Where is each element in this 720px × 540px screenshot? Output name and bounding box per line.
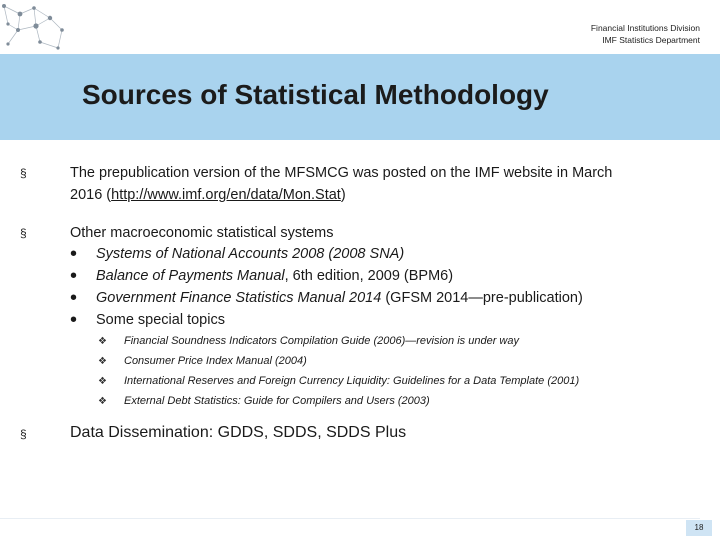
text-fragment: 2016 (	[70, 187, 112, 203]
diamond-bullet-icon: ❖	[98, 396, 107, 407]
diamond-bullet-icon: ❖	[98, 356, 107, 367]
bullet-dot-icon: •	[70, 265, 78, 288]
list-item	[98, 391, 579, 411]
special-topic-text: International Reserves and Foreign Currency Liquidity: Guidelines for a Data Template (2001)	[124, 375, 580, 387]
manual-detail: , 6th edition, 2009 (BPM6)	[284, 268, 454, 284]
manual-title: Government Finance Statistics Manual 2014	[96, 290, 382, 306]
department-header	[591, 22, 700, 46]
list-item	[70, 243, 583, 265]
list-item	[70, 309, 583, 331]
bullet-prepublication	[70, 162, 710, 206]
footer-divider	[0, 518, 700, 519]
diamond-bullet-icon: ❖	[98, 336, 107, 347]
list-item	[98, 331, 579, 351]
bullet-dot-icon: •	[70, 243, 78, 266]
network-logo-icon	[0, 0, 70, 56]
manual-title: Balance of Payments Manual	[96, 268, 285, 284]
bullet-data-dissemination: Data Dissemination: GDDS, SDDS, SDDS Plus	[70, 424, 407, 441]
manual-detail: Some special topics	[96, 312, 225, 328]
bullet-prepublication-line1: The prepublication version of the MFSMCG was posted on the IMF website in March	[70, 165, 613, 181]
bullet-marker: §	[20, 427, 27, 441]
page-number: 18	[686, 520, 712, 536]
list-item	[70, 265, 583, 287]
list-item	[98, 371, 579, 391]
bullet-marker: §	[20, 166, 27, 180]
special-topic-text: External Debt Statistics: Guide for Compilers and Users (2003)	[124, 395, 430, 407]
special-topic-text: Financial Soundness Indicators Compilation Guide (2006)—revision is under way	[124, 335, 519, 347]
manual-title: Systems of National Accounts 2008	[96, 246, 325, 262]
bullet-macro-systems-label: Other macroeconomic statistical systems	[70, 225, 334, 241]
manual-detail: (GFSM 2014—pre-publication)	[381, 290, 583, 306]
bullet-dot-icon: •	[70, 287, 78, 310]
macro-systems-list	[70, 243, 583, 331]
division-name: Financial Institutions Division	[590, 23, 700, 33]
department-name: IMF Statistics Department	[602, 35, 700, 45]
bullet-dot-icon: •	[70, 309, 78, 332]
manual-detail: (2008 SNA)	[324, 246, 405, 262]
text-fragment: )	[340, 187, 346, 203]
special-topic-text: Consumer Price Index Manual (2004)	[124, 355, 307, 367]
imf-url-link[interactable]: http://www.imf.org/en/data/Mon.Stat	[111, 187, 341, 203]
special-topics-list	[98, 331, 579, 411]
list-item	[70, 287, 583, 309]
slide-title: Sources of Statistical Methodology	[82, 79, 549, 110]
list-item	[98, 351, 579, 371]
bullet-marker: §	[20, 226, 27, 240]
diamond-bullet-icon: ❖	[98, 376, 107, 387]
bullet-prepublication-line2	[70, 184, 710, 206]
